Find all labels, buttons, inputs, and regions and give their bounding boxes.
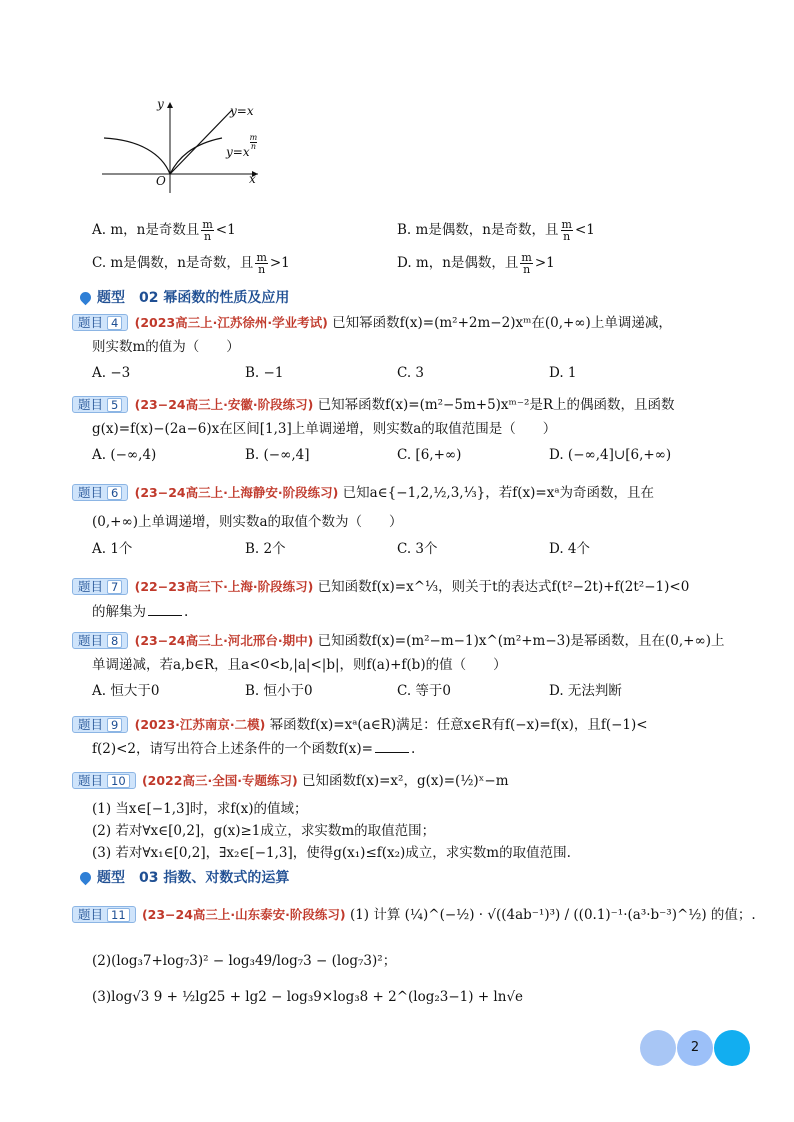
q5-option-a[interactable]: A. (−∞,4) bbox=[92, 447, 157, 463]
q6-option-b[interactable]: B. 2个 bbox=[245, 541, 286, 557]
y-axis-arrow bbox=[167, 102, 173, 108]
q8-line1: 题目 8 (23−24高三上·河北邢台·期中) 已知函数f(x)=(m²−m−1)x^(m²+m−3)是幂函数，且在(0,+∞)上 bbox=[72, 632, 725, 650]
question-source: (2023高三上·江苏徐州·学业考试) bbox=[134, 315, 328, 330]
q4-option-b[interactable]: B. −1 bbox=[245, 365, 284, 381]
q6-line1: 题目 6 (23−24高三上·上海静安·阶段练习) 已知a∈{−1,2,½,3,⅓}，若f(x)=xᵃ为奇函数，且在 bbox=[72, 484, 654, 502]
question-source: (23−24高三上·安徽·阶段练习) bbox=[134, 397, 314, 412]
question-tag: 题目 7 bbox=[72, 578, 128, 595]
curve-power-right bbox=[170, 138, 222, 174]
pin-icon bbox=[78, 290, 94, 306]
q11-sub2: (2)(log₃7+log₇3)² − log₃49/log₇3 − (log₇3)²； bbox=[92, 953, 397, 969]
page-number-badge bbox=[640, 1030, 750, 1066]
q6-option-a[interactable]: A. 1个 bbox=[92, 541, 133, 557]
q10-sub3: (3) 若对∀x₁∈[0,2]，∃x₂∈[−1,3]，使得g(x₁)≤f(x₂)成立，求实数m的取值范围. bbox=[92, 845, 571, 861]
option-a-prev[interactable]: A. m，n是奇数且 $\frac{m}{n}$ <1 bbox=[92, 218, 236, 243]
q4-option-d[interactable]: D. 1 bbox=[549, 365, 577, 381]
curve-power-left bbox=[104, 138, 170, 174]
q7-line2: 的解集为 . bbox=[92, 604, 189, 620]
q8-option-b[interactable]: B. 恒小于0 bbox=[245, 683, 313, 699]
q6-line2: (0,+∞)上单调递增，则实数a的取值个数为（ ） bbox=[92, 514, 403, 530]
q11-line1: 题目 11 (23−24高三上·山东泰安·阶段练习) (1) 计算 (¼)^(−½) · √((4ab⁻¹)³) / ((0.1)⁻¹·(a³·b⁻³)^½) 的值；. bbox=[72, 906, 756, 924]
q11-sub3: (3)log√3 9 + ½lg25 + lg2 − log₃9×log₃8 + 2^(log₂3−1) + ln√e bbox=[92, 989, 524, 1005]
q4-option-c[interactable]: C. 3 bbox=[397, 365, 425, 381]
curve1-label: y=x bbox=[230, 104, 254, 118]
q5-line2: g(x)=f(x)−(2a−6)x在区间[1,3]上单调递增，则实数a的取值范围是（ ） bbox=[92, 421, 557, 437]
question-source: (22−23高三下·上海·阶段练习) bbox=[134, 579, 314, 594]
question-tag: 题目 5 bbox=[72, 396, 128, 413]
question-source: (23−24高三上·上海静安·阶段练习) bbox=[134, 485, 339, 500]
option-d-prev[interactable]: D. m，n是偶数，且 $\frac{m}{n}$ >1 bbox=[397, 251, 555, 276]
section-header-02: 题型 02 幂函数的性质及应用 bbox=[80, 287, 289, 307]
q10-sub1: (1) 当x∈[−1,3]时，求f(x)的值域； bbox=[92, 801, 308, 817]
page-number: 2 bbox=[690, 1040, 700, 1055]
answer-blank[interactable] bbox=[375, 752, 409, 753]
q6-option-c[interactable]: C. 3个 bbox=[397, 541, 438, 557]
decor-circle bbox=[714, 1030, 750, 1066]
q4-line1: 题目 4 (2023高三上·江苏徐州·学业考试) 已知幂函数f(x)=(m²+2m−2)xᵐ在(0,+∞)上单调递减， bbox=[72, 314, 672, 332]
section-header-03: 题型 03 指数、对数式的运算 bbox=[80, 867, 289, 887]
q9-line2: f(2)<2，请写出符合上述条件的一个函数f(x)= . bbox=[92, 741, 416, 757]
q5-option-d[interactable]: D. (−∞,4]∪[6,+∞) bbox=[549, 447, 672, 463]
question-tag: 题目 6 bbox=[72, 484, 128, 501]
q4-line2: 则实数m的值为（ ） bbox=[92, 339, 240, 355]
question-tag: 题目 9 bbox=[72, 716, 128, 733]
q5-line1: 题目 5 (23−24高三上·安徽·阶段练习) 已知幂函数f(x)=(m²−5m+5)xᵐ⁻²是R上的偶函数，且函数 bbox=[72, 396, 675, 414]
q8-option-c[interactable]: C. 等于0 bbox=[397, 683, 452, 699]
question-source: (2022高三·全国·专题练习) bbox=[141, 773, 298, 788]
q5-option-c[interactable]: C. [6,+∞) bbox=[397, 447, 462, 463]
q5-option-b[interactable]: B. (−∞,4] bbox=[245, 447, 310, 463]
pin-icon bbox=[78, 870, 94, 886]
question-tag: 题目 10 bbox=[72, 772, 136, 789]
q10-sub2: (2) 若对∀x∈[0,2]，g(x)≥1成立，求实数m的取值范围； bbox=[92, 823, 436, 839]
q7-line1: 题目 7 (22−23高三下·上海·阶段练习) 已知函数f(x)=x^⅓，则关于t的表达式f(t²−2t)+f(2t²−1)<0 bbox=[72, 578, 689, 596]
question-source: (23−24高三上·河北邢台·期中) bbox=[134, 633, 314, 648]
question-tag: 题目 4 bbox=[72, 314, 128, 331]
origin-label: O bbox=[156, 174, 166, 188]
option-b-prev[interactable]: B. m是偶数，n是奇数，且 $\frac{m}{n}$ <1 bbox=[397, 218, 595, 243]
q8-line2: 单调递减，若a,b∈R，且a<0<b,|a|<|b|，则f(a)+f(b)的值（ ） bbox=[92, 657, 507, 673]
question-tag: 题目 8 bbox=[72, 632, 128, 649]
question-source: (23−24高三上·山东泰安·阶段练习) bbox=[141, 907, 346, 922]
question-source: (2023·江苏南京·二模) bbox=[134, 717, 266, 732]
q10-line1: 题目 10 (2022高三·全国·专题练习) 已知函数f(x)=x²，g(x)=(½)ˣ−m bbox=[72, 772, 509, 790]
answer-blank[interactable] bbox=[148, 615, 182, 616]
option-c-prev[interactable]: C. m是偶数，n是奇数，且 $\frac{m}{n}$ >1 bbox=[92, 251, 290, 276]
q4-option-a[interactable]: A. −3 bbox=[92, 365, 131, 381]
curve2-label: y=x $\frac{m}{n}$ bbox=[226, 133, 258, 159]
question-tag: 题目 11 bbox=[72, 906, 136, 923]
q6-option-d[interactable]: D. 4个 bbox=[549, 541, 591, 557]
q9-line1: 题目 9 (2023·江苏南京·二模) 幂函数f(x)=xᵃ(a∈R)满足：任意x∈R有f(−x)=f(x)，且f(−1)< bbox=[72, 716, 648, 734]
x-axis-label: x bbox=[249, 172, 256, 186]
q8-option-a[interactable]: A. 恒大于0 bbox=[92, 683, 160, 699]
q8-option-d[interactable]: D. 无法判断 bbox=[549, 683, 622, 699]
line-y-equals-x bbox=[170, 110, 232, 174]
y-axis-label: y bbox=[157, 97, 164, 111]
decor-circle bbox=[640, 1030, 676, 1066]
